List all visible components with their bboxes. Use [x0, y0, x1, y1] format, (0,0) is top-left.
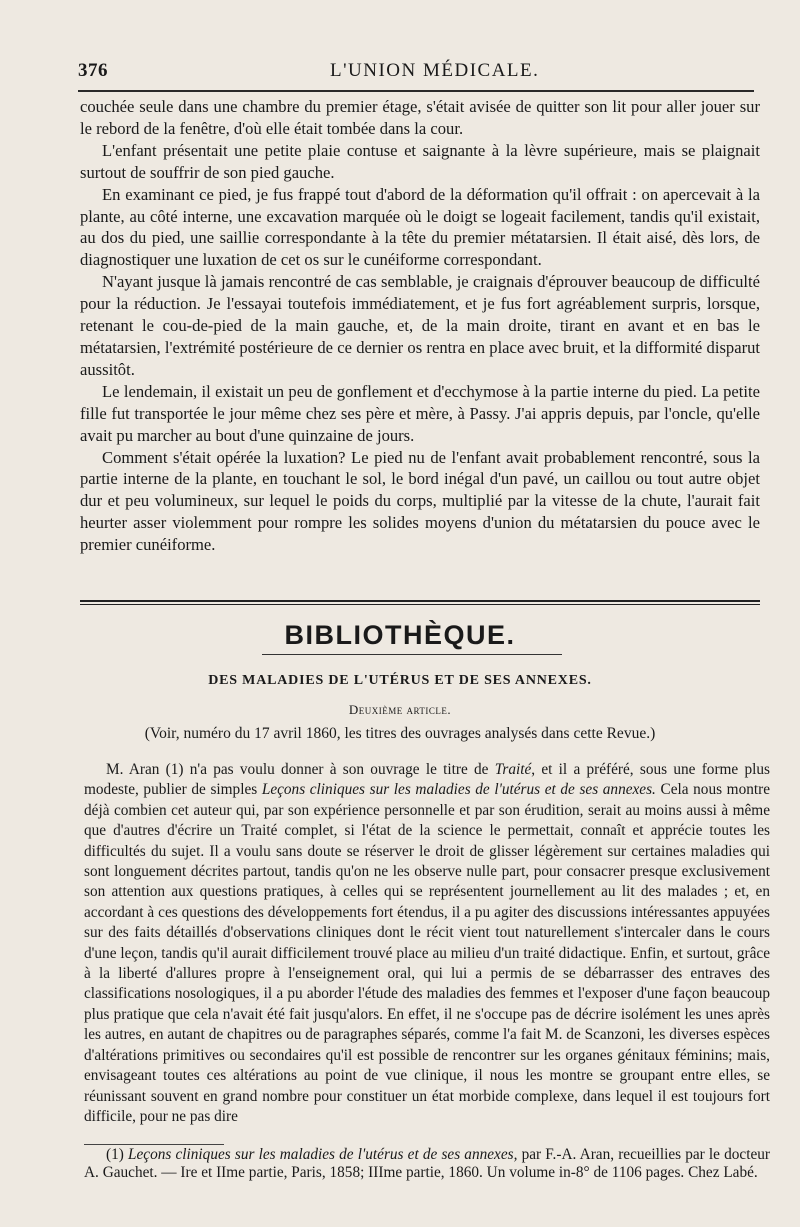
article-title: DES MALADIES DE L'UTÉRUS ET DE SES ANNEXES. — [208, 673, 592, 688]
review-paragraph — [84, 760, 770, 1127]
article-reference: (Voir, numéro du 17 avril 1860, les titres des ouvrages analysés dans cette Revue.) — [144, 725, 656, 742]
footnote-text — [84, 1146, 770, 1182]
page-header — [78, 54, 760, 86]
text-run: M. Aran (1) n'a pas voulu donner à son ouvrage le titre de — [106, 761, 495, 778]
italic-title: Traité — [494, 761, 532, 778]
footnote — [84, 1146, 770, 1182]
paragraph: En examinant ce pied, je fus frappé tout d'abord de la déformation qu'il offrait : on apercevait à la plante, au côté interne, une excavation marquée où le doigt se logeait facilement, tandis qu'il existait, au dos du pied, une saillie correspondante à la tête du premier métatarsien. Il était aisé, dès lors, de diagnostiquer une luxation de cet os sur le cunéiforme correspondant. — [80, 184, 760, 270]
paragraph: couchée seule dans une chambre du premier étage, s'était avisée de quitter son lit pour aller jouer sur le rebord de la fenêtre, d'où elle était tombée dans la cour. — [80, 97, 760, 138]
text-run: (1) — [106, 1146, 128, 1163]
section-divider — [80, 600, 760, 605]
title-underline — [262, 654, 562, 655]
footnote-rule — [84, 1144, 224, 1145]
paragraph: Comment s'était opérée la luxation? Le pied nu de l'enfant avait probablement rencontré, sous la partie interne de la plante, en touchant le sol, le bord inégal d'un pavé, un caillou ou tout autre objet dur et peu volumineux, sur lequel le poids du corps, multiplié par la vitesse de la chute, l'aurait fait heurter asser violemment pour rompre les solides moyens d'union du métatarsien du pouce avec le premier cunéiforme. — [80, 447, 760, 555]
italic-title: Leçons cliniques sur les maladies de l'utérus et de ses annexes, — [128, 1146, 518, 1163]
text-run: par F.-A. Aran, recueillies par le docteur A. Gauchet. — Ire et IIme partie, Paris, 1858; IIIme partie, 1860. Un volume in-8° de 1106 pages. Chez Labé. — [84, 1146, 770, 1181]
article-number: Deuxième article. — [348, 702, 452, 717]
paragraph: Le lendemain, il existait un peu de gonflement et d'ecchymose à la partie interne du pied. La petite fille fut transportée le jour même chez ses père et mère, à Passy. J'ai appris depuis, par l'oncle, qu'elle avait pu marcher au bout d'une quinzaine de jours. — [80, 381, 760, 445]
header-rule — [78, 90, 754, 92]
case-report-text — [80, 96, 760, 556]
paragraph: N'ayant jusque là jamais rencontré de cas semblable, je craignais d'éprouver beaucoup de difficulté pour la réduction. Je l'essayai toutefois immédiatement, et je fus fort agréablement surpris, lorsque, retenant le cou-de-pied de la main gauche, et, de la main droite, tirant en avant et en bas le métatarsien, l'extrémité postérieure de ce dernier os rentra en place avec bruit, et la difformité disparut aussitôt. — [80, 272, 760, 379]
text-run: Cela nous montre déjà combien cet auteur qui, par son expérience personnelle et par son érudition, serait au moins aussi à même que d'autres d'écrire un Traité complet, si l'état de la science le permettait, connaît et apprécie toutes les difficultés du sujet. Il a voulu sans doute se réserver le droit de glisser légèrement sur certaines maladies qui sont longuement décrites partout, tandis qu'on ne les observe nulle part, pour consacrer presque exclusivement son attention aux questions pratiques, à celles qui se représentent journellement au lit des malades ; et, en accordant à ces questions des développements fort étendus, il a pu agiter des discussions intéressantes appuyées sur des faits détaillés d'observations cliniques dont le récit vient tout naturellement s'intercaler dans le cours d'une leçon, tandis qu'il aurait difficilement trouvé place au milieu d'un traité didactique. Enfin, et surtout, grâce à la liberté d'allures propre à l'enseignement oral, qui lui a permis de se débarrasser des entraves des classifications nosologiques, il a pu aborder l'étude des maladies des femmes et l'exposer d'une façon beaucoup plus pratique que cela n'avait été fait jusqu'alors. En effet, il ne s'occupe pas de décrire isolément les unes après les autres, en autant de chapitres ou de paragraphes séparés, comme l'a fait M. de Scanzoni, les diverses espèces d'altérations primitives ou secondaires qu'il est possible de rencontrer sur les organes génitaux féminins; mais, envisageant toutes ces altérations au point de vue clinique, il nous les montre se groupant entre elles, se réunissant souvent en grand nombre pour constituer un état morbide complexe, dans lequel il est toujours fort difficile, pour ne pas dire — [84, 781, 771, 1125]
running-title: L'UNION MÉDICALE. — [330, 60, 540, 81]
paragraph: L'enfant présentait une petite plaie contuse et saignante à la lèvre supérieure, mais se plaignait surtout de souffrir de son pied gauche. — [80, 140, 760, 182]
text-run: , et il a préféré, sous une forme plus modeste, publier de simples — [84, 761, 770, 799]
review-text — [84, 760, 770, 1127]
italic-title: Leçons cliniques sur les maladies de l'utérus et de ses annexes. — [261, 781, 656, 799]
section-title: BIBLIOTHÈQUE. — [284, 620, 516, 650]
page-number: 376 — [78, 60, 108, 81]
